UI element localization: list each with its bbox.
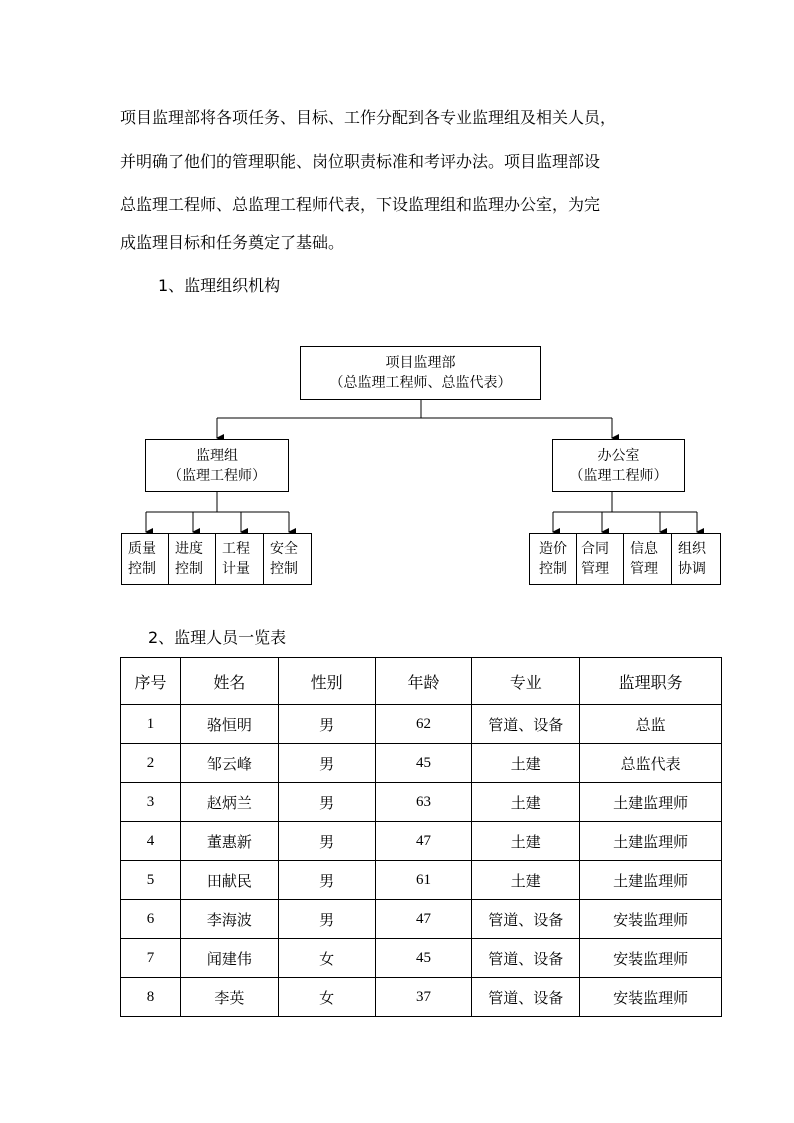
org-office-subtitle: （监理工程师）: [569, 467, 668, 484]
org-supervision-group-subtitle: （监理工程师）: [168, 467, 266, 484]
cell-name: 李英: [180, 978, 278, 1017]
org-contract-management-box: 合同管理: [576, 533, 624, 585]
table-row: [121, 861, 722, 900]
org-safety-control-box: 安全控制: [263, 533, 312, 585]
table-row: [121, 705, 722, 744]
header-specialty: 专业: [472, 658, 580, 705]
cell-gender: 男: [278, 900, 375, 939]
cell-specialty: 土建: [472, 744, 580, 783]
cell-no: 5: [121, 861, 181, 900]
table-header-row: [121, 658, 722, 705]
cell-name: 邹云峰: [180, 744, 278, 783]
cell-no: 6: [121, 900, 181, 939]
org-supervision-group-box: [145, 439, 289, 492]
staff-table: [120, 657, 722, 1017]
cell-age: 61: [375, 861, 472, 900]
cell-specialty: 土建: [472, 861, 580, 900]
cell-age: 63: [375, 783, 472, 822]
cell-name: 田献民: [180, 861, 278, 900]
cell-no: 2: [121, 744, 181, 783]
header-no: 序号: [121, 658, 181, 705]
intro-line-1: 项目监理部将各项任务、目标、工作分配到各专业监理组及相关人员，: [120, 108, 617, 127]
cell-age: 47: [375, 822, 472, 861]
header-age: 年龄: [375, 658, 472, 705]
cell-position: 安装监理师: [580, 900, 722, 939]
org-root-subtitle: （总监理工程师、总监代表）: [329, 375, 512, 391]
cell-specialty: 土建: [472, 783, 580, 822]
org-quality-control-box: 质量控制: [121, 533, 169, 585]
header-name: 姓名: [180, 658, 278, 705]
cell-gender: 女: [278, 939, 375, 978]
intro-line-3: 总监理工程师、总监理工程师代表，下设监理组和监理办公室，为完: [120, 195, 601, 214]
section-2-heading: 2、监理人员一览表: [148, 628, 287, 647]
cell-gender: 男: [278, 705, 375, 744]
cell-name: 董惠新: [180, 822, 278, 861]
cell-age: 45: [375, 939, 472, 978]
org-quantity-measurement-box: 工程计量: [215, 533, 264, 585]
table-row: [121, 939, 722, 978]
cell-name: 李海波: [180, 900, 278, 939]
cell-position: 土建监理师: [580, 822, 722, 861]
cell-gender: 男: [278, 783, 375, 822]
header-gender: 性别: [278, 658, 375, 705]
table-row: [121, 900, 722, 939]
cell-gender: 男: [278, 822, 375, 861]
org-office-box: [552, 439, 685, 492]
cell-no: 1: [121, 705, 181, 744]
cell-no: 4: [121, 822, 181, 861]
cell-specialty: 管道、设备: [472, 978, 580, 1017]
cell-position: 土建监理师: [580, 783, 722, 822]
cell-age: 62: [375, 705, 472, 744]
cell-specialty: 管道、设备: [472, 900, 580, 939]
section-1-heading: 1、监理组织机构: [158, 276, 281, 295]
org-root-title: 项目监理部: [385, 355, 456, 371]
cell-gender: 男: [278, 744, 375, 783]
cell-name: 闻建伟: [180, 939, 278, 978]
cell-age: 45: [375, 744, 472, 783]
cell-position: 土建监理师: [580, 861, 722, 900]
cell-name: 骆恒明: [180, 705, 278, 744]
org-supervision-group-title: 监理组: [196, 447, 238, 464]
table-row: [121, 978, 722, 1017]
cell-age: 47: [375, 900, 472, 939]
table-row: [121, 783, 722, 822]
cell-name: 赵炳兰: [180, 783, 278, 822]
cell-age: 37: [375, 978, 472, 1017]
org-information-management-box: 信息管理: [623, 533, 672, 585]
cell-no: 7: [121, 939, 181, 978]
header-position: 监理职务: [580, 658, 722, 705]
cell-gender: 男: [278, 861, 375, 900]
cell-position: 总监: [580, 705, 722, 744]
cell-position: 总监代表: [580, 744, 722, 783]
table-row: [121, 822, 722, 861]
intro-line-2: 并明确了他们的管理职能、岗位职责标准和考评办法。项目监理部设: [120, 152, 601, 171]
intro-line-4: 成监理目标和任务奠定了基础。: [120, 233, 345, 252]
cell-no: 8: [121, 978, 181, 1017]
cell-no: 3: [121, 783, 181, 822]
org-progress-control-box: 进度控制: [168, 533, 216, 585]
cell-position: 安装监理师: [580, 978, 722, 1017]
org-cost-control-box: 造价控制: [529, 533, 577, 585]
org-root-box: [300, 346, 541, 400]
cell-specialty: 管道、设备: [472, 705, 580, 744]
table-row: [121, 744, 722, 783]
cell-gender: 女: [278, 978, 375, 1017]
cell-position: 安装监理师: [580, 939, 722, 978]
cell-specialty: 管道、设备: [472, 939, 580, 978]
org-coordination-box: 组织协调: [671, 533, 721, 585]
org-office-title: 办公室: [597, 447, 640, 464]
cell-specialty: 土建: [472, 822, 580, 861]
